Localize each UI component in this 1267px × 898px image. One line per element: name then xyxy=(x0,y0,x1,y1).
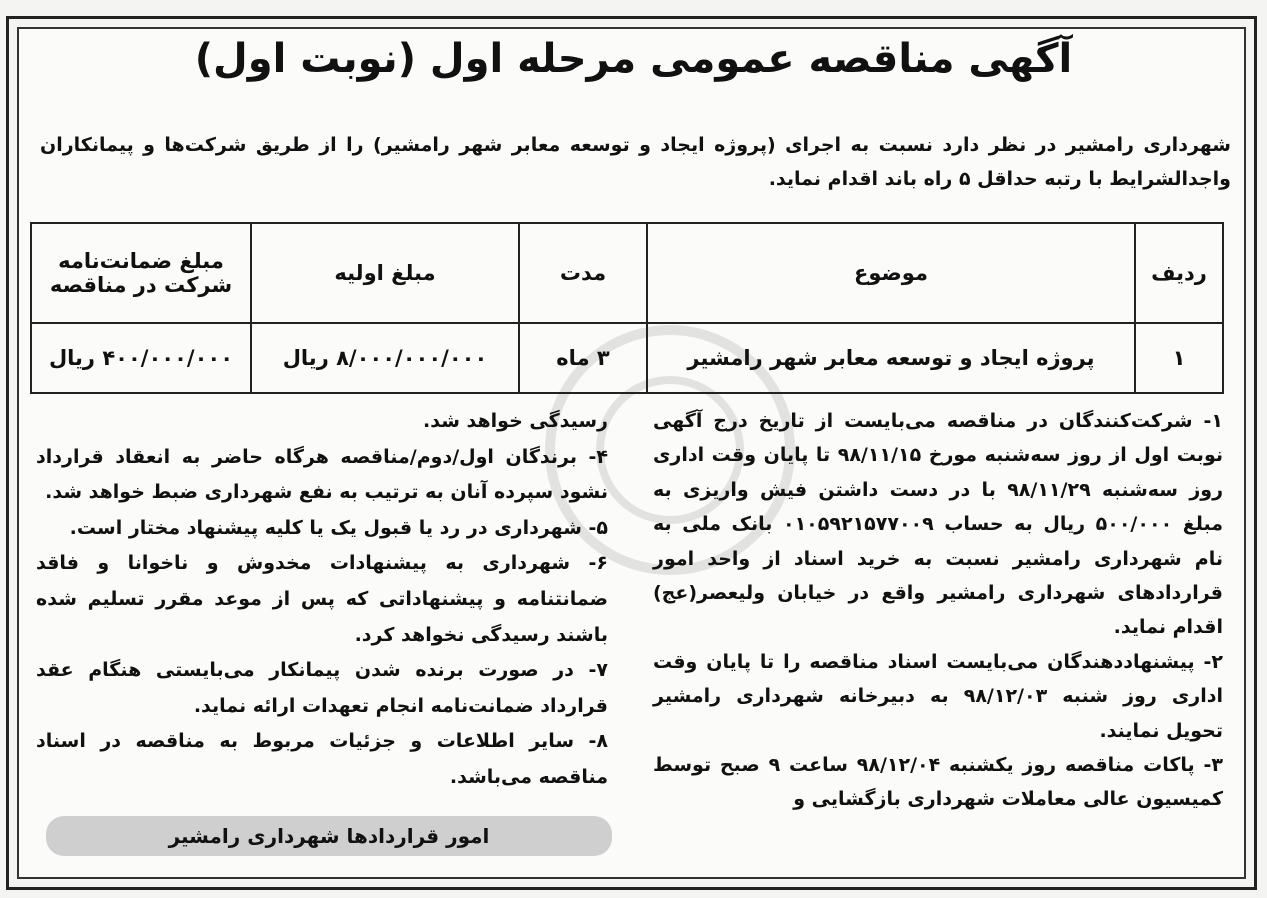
intro-project: (پروژه ایجاد و توسعه معابر شهر رامشیر) xyxy=(373,134,776,156)
clauses-left-column xyxy=(36,404,608,796)
cell-row-number: ۱ xyxy=(1135,323,1223,393)
intro-paragraph xyxy=(40,128,1231,196)
header-guarantee-amount: مبلغ ضمانت‌نامه شرکت در مناقصه xyxy=(31,223,251,323)
clause-7: ۷- در صورت برنده شدن پیمانکار می‌بایستی هنگام عقد قرارداد ضمانت‌نامه انجام تعهدات ارائه نماید. xyxy=(36,659,608,717)
clause-4: ۴- برندگان اول/دوم/مناقصه هرگاه حاضر به انعقاد قرارداد نشود سپرده آنان به ترتیب به نفع شهرداری ضبط خواهد شد. xyxy=(36,445,608,504)
notice-title: آگهی مناقصه عمومی مرحله اول (نوبت اول) xyxy=(194,36,1073,82)
table-row xyxy=(31,323,1223,393)
intro-text-1: در نظر دارد نسبت به اجرای xyxy=(775,134,1066,156)
clause-3: ۳- پاکات مناقصه روز یکشنبه ۹۸/۱۲/۰۴ ساعت ۹ صبح توسط کمیسیون عالی معاملات شهرداری بازگشایی و xyxy=(653,754,1223,811)
intro-text-2: را از طریق شرکت‌ها و پیمانکاران واجدالشرایط با رتبه حداقل ۵ راه باند اقدام نماید. xyxy=(40,134,1231,190)
intro-org: شهرداری رامشیر xyxy=(1065,134,1231,156)
header-duration: مدت xyxy=(519,223,647,323)
clause-8: ۸- سایر اطلاعات و جزئیات مربوط به مناقصه در اسناد مناقصه می‌باشد. xyxy=(36,730,608,788)
header-subject: موضوع xyxy=(647,223,1135,323)
cell-guarantee-amount: ۴۰۰/۰۰۰/۰۰۰ ریال xyxy=(31,323,251,393)
clause-2: ۲- پیشنهاددهندگان می‌بایست اسناد مناقصه را تا پایان وقت اداری روز شنبه ۹۸/۱۲/۰۳ به دبیرخانه شهرداری رامشیر تحویل نمایند. xyxy=(653,650,1223,742)
cell-initial-amount: ۸/۰۰۰/۰۰۰/۰۰۰ ریال xyxy=(251,323,519,393)
tender-table xyxy=(30,222,1224,394)
table-header-row xyxy=(31,223,1223,323)
header-row-number: ردیف xyxy=(1135,223,1223,323)
clauses-right-column xyxy=(653,404,1223,817)
cell-duration: ۳ ماه xyxy=(519,323,647,393)
clause-1: ۱- شرکت‌کنندگان در مناقصه می‌بایست از تاریخ درج آگهی نوبت اول از روز سه‌شنبه مورخ ۹۸/۱۱/۱۵ تا پایان وقت اداری روز سه‌شنبه ۹۸/۱۱/۲۹ با در دست داشتن فیش واریزی به مبلغ ۵۰۰/۰۰۰ ریال به حساب ۰۱۰۵۹۲۱۵۷۷۰۰۹ بانک ملی به نام شهرداری رامشیر نسبت به خرید اسناد از واحد امور قراردادهای شهرداری رامشیر واقع در خیابان ولیعصر(عج) اقدام نماید. xyxy=(653,410,1224,639)
header-initial-amount: مبلغ اولیه xyxy=(251,223,519,323)
footer-signature: امور قراردادها شهرداری رامشیر xyxy=(46,816,612,856)
clause-5: ۵- شهرداری در رد یا قبول یک یا کلیه پیشنهاد مختار است. xyxy=(69,516,608,539)
clause-6: ۶- شهرداری به پیشنهادات مخدوش و ناخوانا و فاقد ضمانتنامه و پیشنهاداتی که پس از موعد مقرر تسلیم شده باشند رسیدگی نخواهد کرد. xyxy=(36,552,608,646)
cell-subject: پروژه ایجاد و توسعه معابر شهر رامشیر xyxy=(647,323,1135,393)
clause-3-continued: رسیدگی خواهد شد. xyxy=(423,410,608,432)
